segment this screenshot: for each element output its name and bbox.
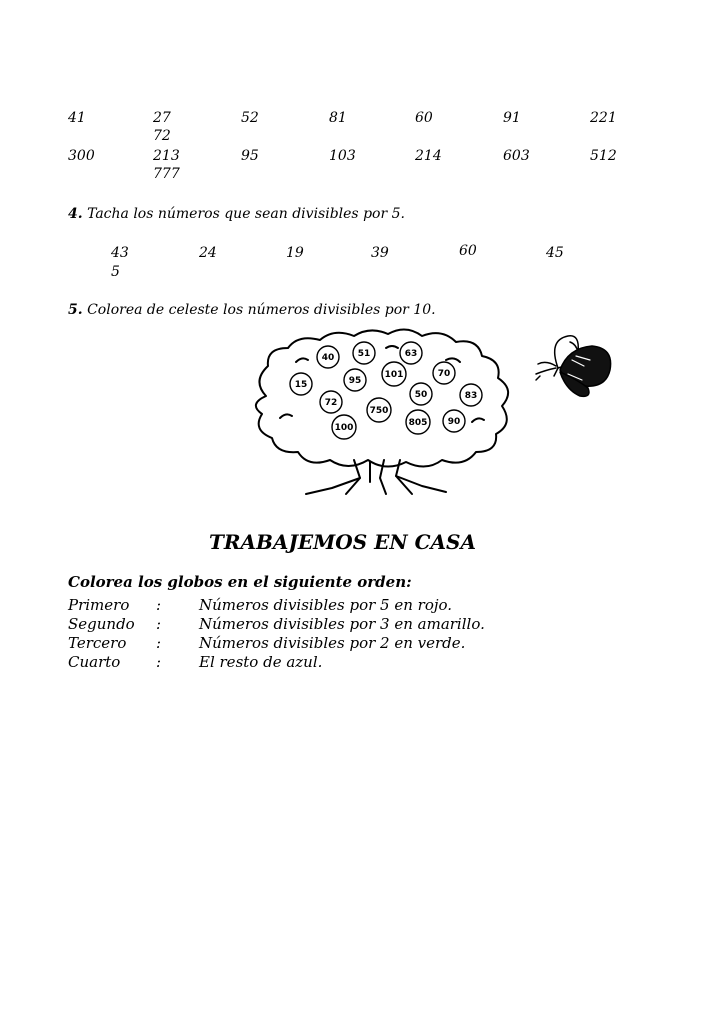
- exercise-4-number: 60: [459, 243, 477, 259]
- exercise-4-heading: [68, 206, 405, 222]
- table-cell: 103: [329, 148, 356, 164]
- table-cell: 60: [415, 110, 433, 126]
- table-cell: 512: [590, 148, 617, 164]
- row-label: Segundo: [68, 615, 135, 633]
- exercise-4-number: 5: [111, 264, 120, 280]
- row-colon: :: [156, 596, 162, 614]
- tree-number: 90: [447, 417, 461, 427]
- exercise-number: 4.: [68, 206, 83, 222]
- exercise-number: 5.: [68, 302, 83, 318]
- tree-illustration: [236, 326, 526, 498]
- exercise-4-number: 24: [199, 245, 217, 261]
- tree-number: 750: [369, 406, 389, 416]
- row-label: Tercero: [68, 634, 127, 652]
- exercise-4-number: 19: [286, 245, 304, 261]
- exercise-5-heading: [68, 302, 436, 318]
- table-cell: 91: [503, 110, 521, 126]
- row-label: Primero: [68, 596, 130, 614]
- row-text: Números divisibles por 3 en amarillo.: [199, 615, 485, 633]
- row-colon: :: [156, 634, 162, 652]
- row-text: Números divisibles por 5 en rojo.: [199, 596, 453, 614]
- table-cell: 300: [68, 148, 95, 164]
- tree-number: 15: [294, 380, 308, 390]
- tree-number: 100: [334, 423, 354, 433]
- tree-number: 40: [321, 353, 335, 363]
- exercise-text: Tacha los números que sean divisibles por 5.: [87, 206, 405, 222]
- table-cell: 41: [68, 110, 86, 126]
- table-cell: 72: [153, 128, 171, 144]
- table-cell: 27: [153, 110, 171, 126]
- tree-number: 63: [404, 349, 418, 359]
- tree-number: 50: [414, 390, 428, 400]
- table-cell: 95: [241, 148, 259, 164]
- table-cell: 213: [153, 148, 180, 164]
- exercise-4-number: 45: [546, 245, 564, 261]
- homework-title: TRABAJEMOS EN CASA: [209, 530, 477, 554]
- table-cell: 214: [415, 148, 442, 164]
- row-label: Cuarto: [68, 653, 121, 671]
- tree-number: 101: [384, 370, 404, 380]
- row-text: Números divisibles por 2 en verde.: [199, 634, 466, 652]
- table-cell: 777: [153, 166, 180, 182]
- exercise-4-number: 39: [371, 245, 389, 261]
- table-cell: 221: [590, 110, 617, 126]
- row-text: El resto de azul.: [199, 653, 323, 671]
- row-colon: :: [156, 653, 162, 671]
- tree-number: 51: [357, 349, 371, 359]
- table-cell: 81: [329, 110, 347, 126]
- tree-number: 95: [348, 376, 362, 386]
- butterfly-icon: [528, 330, 620, 402]
- table-cell: 52: [241, 110, 259, 126]
- table-cell: 603: [503, 148, 530, 164]
- exercise-text: Colorea de celeste los números divisibles por 10.: [87, 302, 436, 318]
- exercise-4-number: 43: [111, 245, 129, 261]
- tree-number: 83: [464, 391, 478, 401]
- tree-number: 72: [324, 398, 338, 408]
- tree-number: 805: [408, 418, 428, 428]
- tree-number: 70: [437, 369, 451, 379]
- row-colon: :: [156, 615, 162, 633]
- homework-subtitle: Colorea los globos en el siguiente orden:: [68, 573, 412, 591]
